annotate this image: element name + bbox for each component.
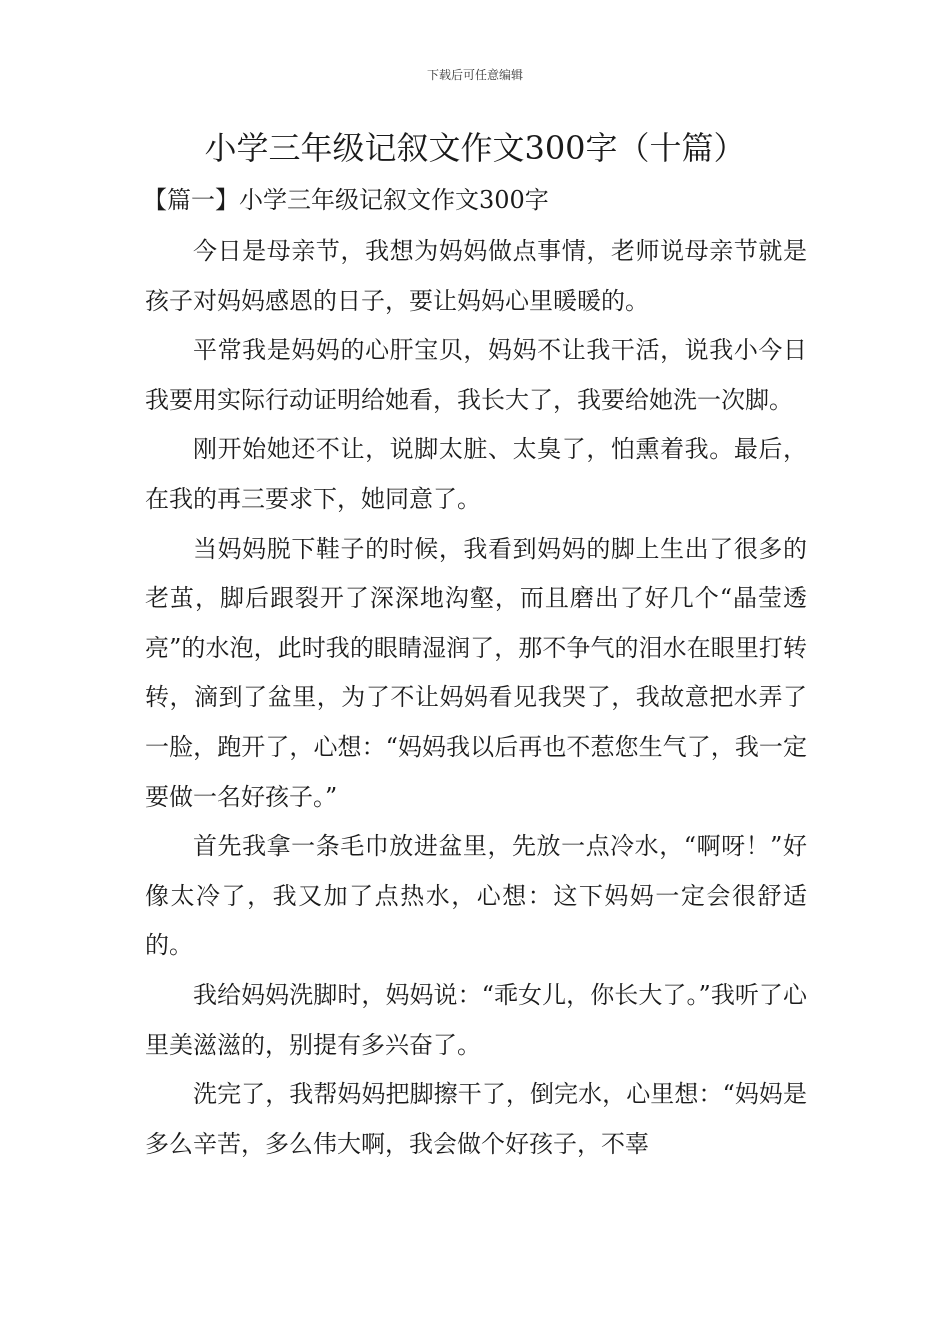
paragraph: 当妈妈脱下鞋子的时候，我看到妈妈的脚上生出了很多的老茧，脚后跟裂开了深深地沟壑，而且磨出了好几个“晶莹透亮”的水泡，此时我的眼睛湿润了，那不争气的泪水在眼里打转转，滴到了盆里，为了不让妈妈看见我哭了，我故意把水弄了一脸，跑开了，心想：“妈妈我以后再也不惹您生气了，我一定要做一名好孩子。” (145, 534, 807, 811)
document-title: 小学三年级记叙文作文300字（十篇） (204, 129, 746, 167)
paragraph: 我给妈妈洗脚时，妈妈说：“乖女儿，你长大了。”我听了心里美滋滋的，别提有多兴奋了。 (145, 980, 807, 1059)
paragraph: 洗完了，我帮妈妈把脚擦干了，倒完水，心里想：“妈妈是多么辛苦，多么伟大啊，我会做个好孩子，不辜 (145, 1080, 807, 1158)
header-note: 下载后可任意编辑 (426, 68, 523, 82)
paragraph: 刚开始她还不让，说脚太脏、太臭了，怕熏着我。最后，在我的再三要求下，她同意了。 (145, 435, 807, 513)
paragraph: 首先我拿一条毛巾放进盆里，先放一点冷水，“啊呀！”好像太冷了，我又加了点热水，心想：这下妈妈一定会很舒适的。 (145, 832, 807, 960)
paragraph: 今日是母亲节，我想为妈妈做点事情，老师说母亲节就是孩子对妈妈感恩的日子，要让妈妈心里暖暖的。 (145, 237, 807, 315)
paragraph: 平常我是妈妈的心肝宝贝，妈妈不让我干活，说我小今日我要用实际行动证明给她看，我长大了，我要给她洗一次脚。 (145, 336, 807, 414)
article-body (145, 227, 807, 1169)
section-heading: 【篇一】小学三年级记叙文作文300字 (143, 186, 549, 214)
